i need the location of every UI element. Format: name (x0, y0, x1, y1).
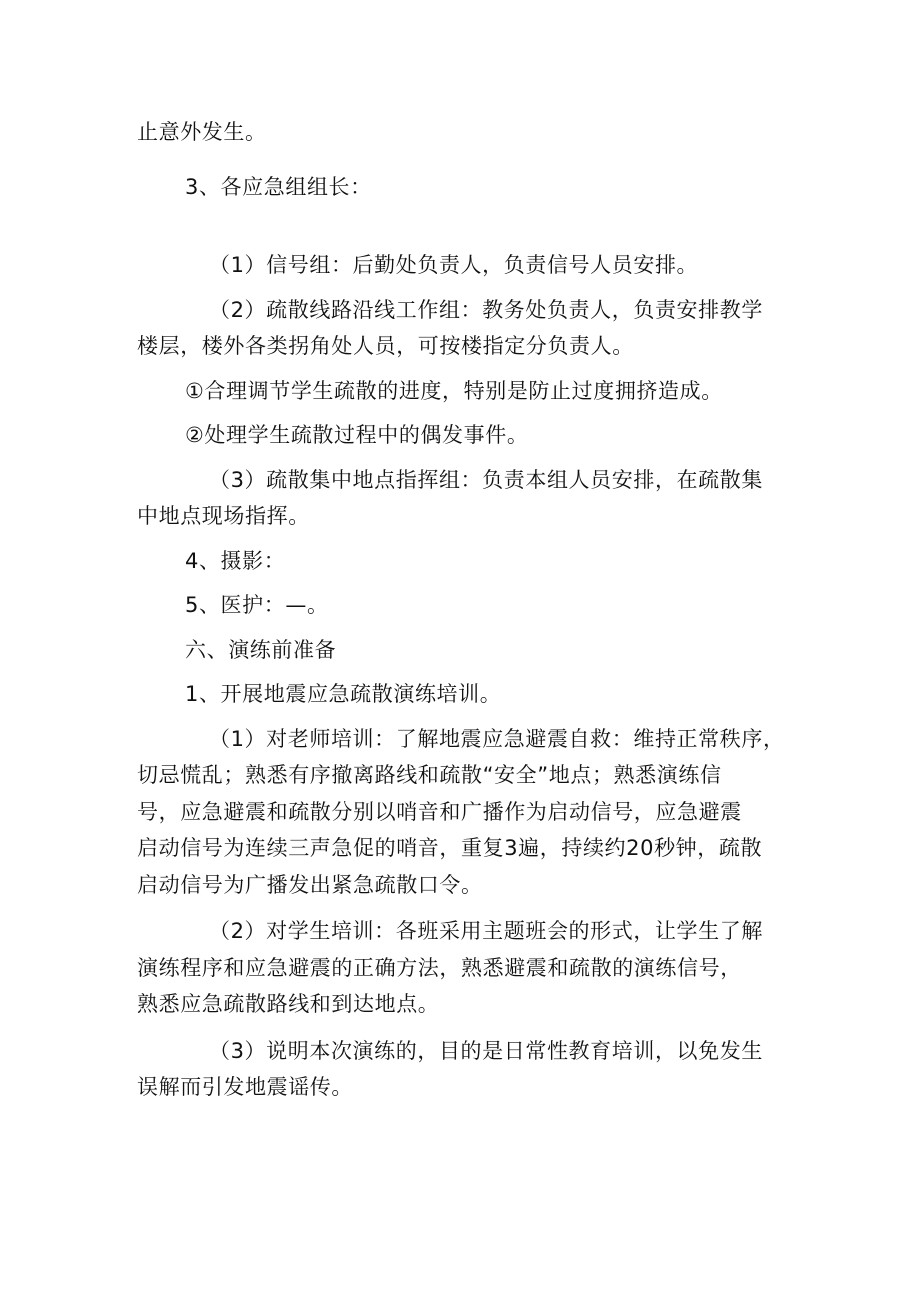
text-line: （3）说明本次演练的，目的是日常性教育培训，以免发生 (209, 1038, 763, 1063)
section-heading: 4、摄影： (185, 548, 286, 573)
text-line: 启动信号为广播发出紧急疏散口令。 (137, 872, 483, 897)
text-line: 楼层，楼外各类拐角处人员，可按楼指定分负责人。 (137, 334, 634, 358)
text-line: 号，应急避震和疏散分别以哨音和广播作为启动信号，应急避震 (137, 799, 742, 824)
section-heading: 六、演练前准备 (185, 637, 337, 662)
text-line: （2）疏散线路沿线工作组：教务处负责人，负责安排教学 (209, 297, 763, 322)
text-line: 熟悉应急疏散路线和到达地点。 (137, 992, 440, 1016)
text-line: 止意外发生。 (137, 120, 267, 144)
text-line: 演练程序和应急避震的正确方法，熟悉避震和疏散的演练信号， (137, 955, 742, 980)
text-line: 启动信号为连续三声急促的哨音，重复3遍，持续约20秒钟，疏散 (137, 836, 763, 860)
spacer (137, 205, 786, 239)
text-line: ①合理调节学生疏散的进度，特别是防止过度拥挤造成。 (185, 378, 723, 403)
text-line: 误解而引发地震谣传。 (137, 1075, 353, 1099)
text-line: （3）疏散集中地点指挥组：负责本组人员安排，在疏散集 (209, 467, 763, 492)
text-line: 切忌慌乱；熟悉有序撤离路线和疏散“安全”地点；熟悉演练信 (137, 763, 722, 787)
text-line: （1）信号组：后勤处负责人，负责信号人员安排。 (209, 253, 699, 277)
text-line: （2）对学生培训：各班采用主题班会的形式，让学生了解 (209, 919, 763, 943)
section-heading: 1、开展地震应急疏散演练培训。 (185, 682, 502, 706)
text-line: （1）对老师培训：了解地震应急避震自救：维持正常秩序， (209, 726, 785, 751)
section-heading: 5、医护：—。 (185, 593, 329, 617)
text-line: 中地点现场指挥。 (137, 504, 310, 528)
text-line: ②处理学生疏散过程中的偶发事件。 (185, 423, 529, 447)
section-heading: 3、各应急组组长： (185, 174, 372, 199)
